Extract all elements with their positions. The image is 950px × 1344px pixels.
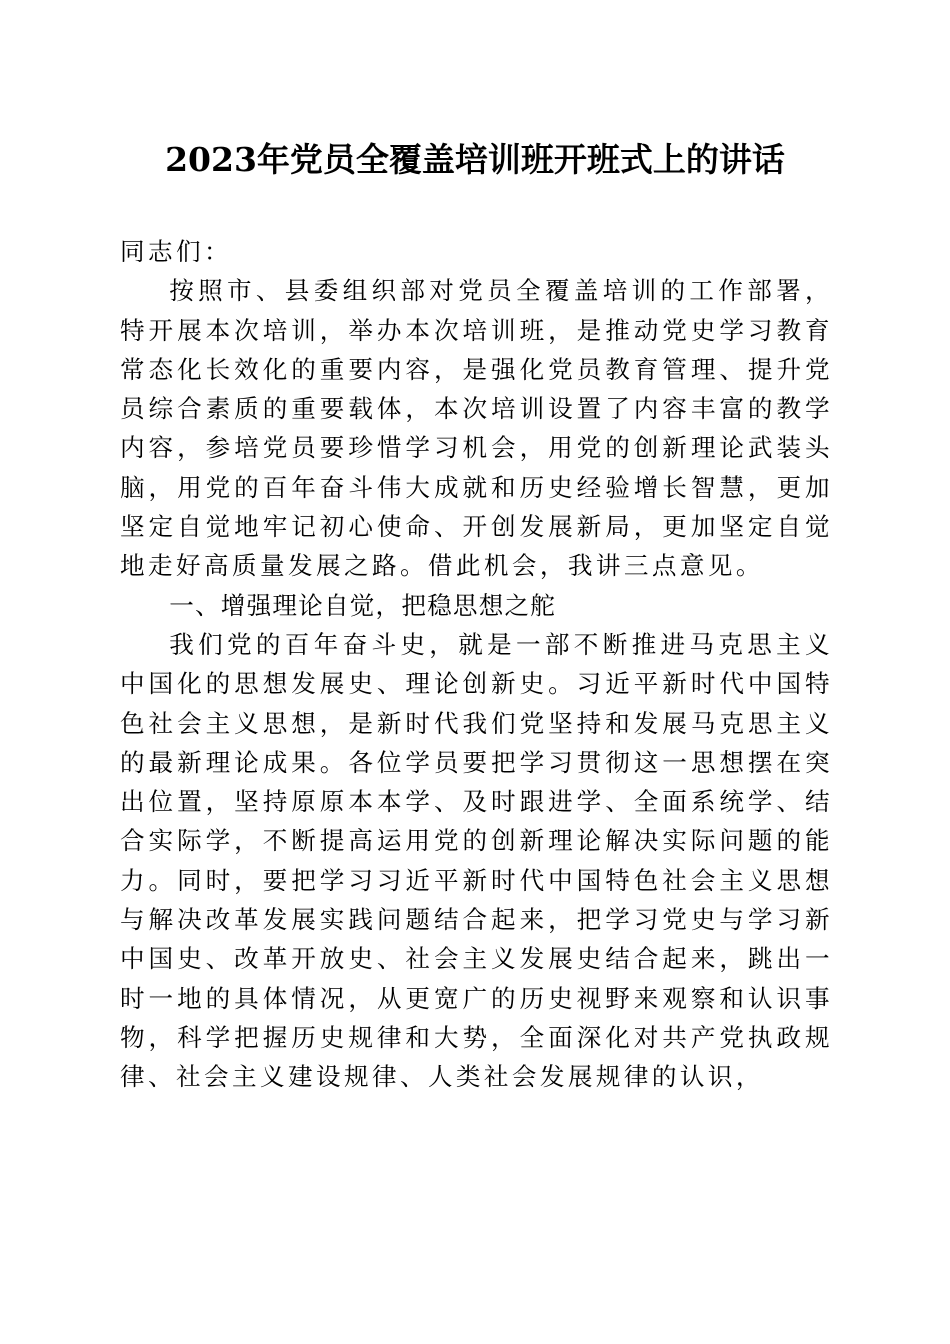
salutation: 同志们： [120,237,232,266]
paragraph-intro: 按照市、县委组织部对党员全覆盖培训的工作部署，特开展本次培训，举办本次培训班，是推动党史学习教育常态化长效化的重要内容，是强化党员教育管理、提升党员综合素质的重要载体，本次培训设置了内容丰富的教学内容，参培党员要珍惜学习机会，用党的创新理论武装头脑，用党的百年奋斗伟大成就和历史经验增长智慧，更加坚定自觉地牢记初心使命、开创发展新局，更加坚定自觉地走好高质量发展之路。借此机会，我讲三点意见。 [120,276,833,581]
paragraph-section-1: 我们党的百年奋斗史，就是一部不断推进马克思主义中国化的思想发展史、理论创新史。习近平新时代中国特色社会主义思想，是新时代我们党坚持和发展马克思主义的最新理论成果。各位学员要把学习贯彻这一思想摆在突出位置，坚持原原本本学、及时跟进学、全面系统学、结合实际学，不断提高运用党的创新理论解决实际问题的能力。同时，要把学习习近平新时代中国特色社会主义思想与解决改革发展实践问题结合起来，把学习党史与学习新中国史、改革开放史、社会主义发展史结合起来，跳出一时一地的具体情况，从更宽广的历史视野来观察和认识事物，科学把握历史规律和大势，全面深化对共产党执政规律、社会主义建设规律、人类社会发展规律的认识， [120,629,833,1092]
document-body [120,232,833,1097]
document-title: 2023年党员全覆盖培训班开班式上的讲话 [165,140,785,179]
section-heading-1: 一、增强理论自觉，把稳思想之舵 [169,590,557,620]
